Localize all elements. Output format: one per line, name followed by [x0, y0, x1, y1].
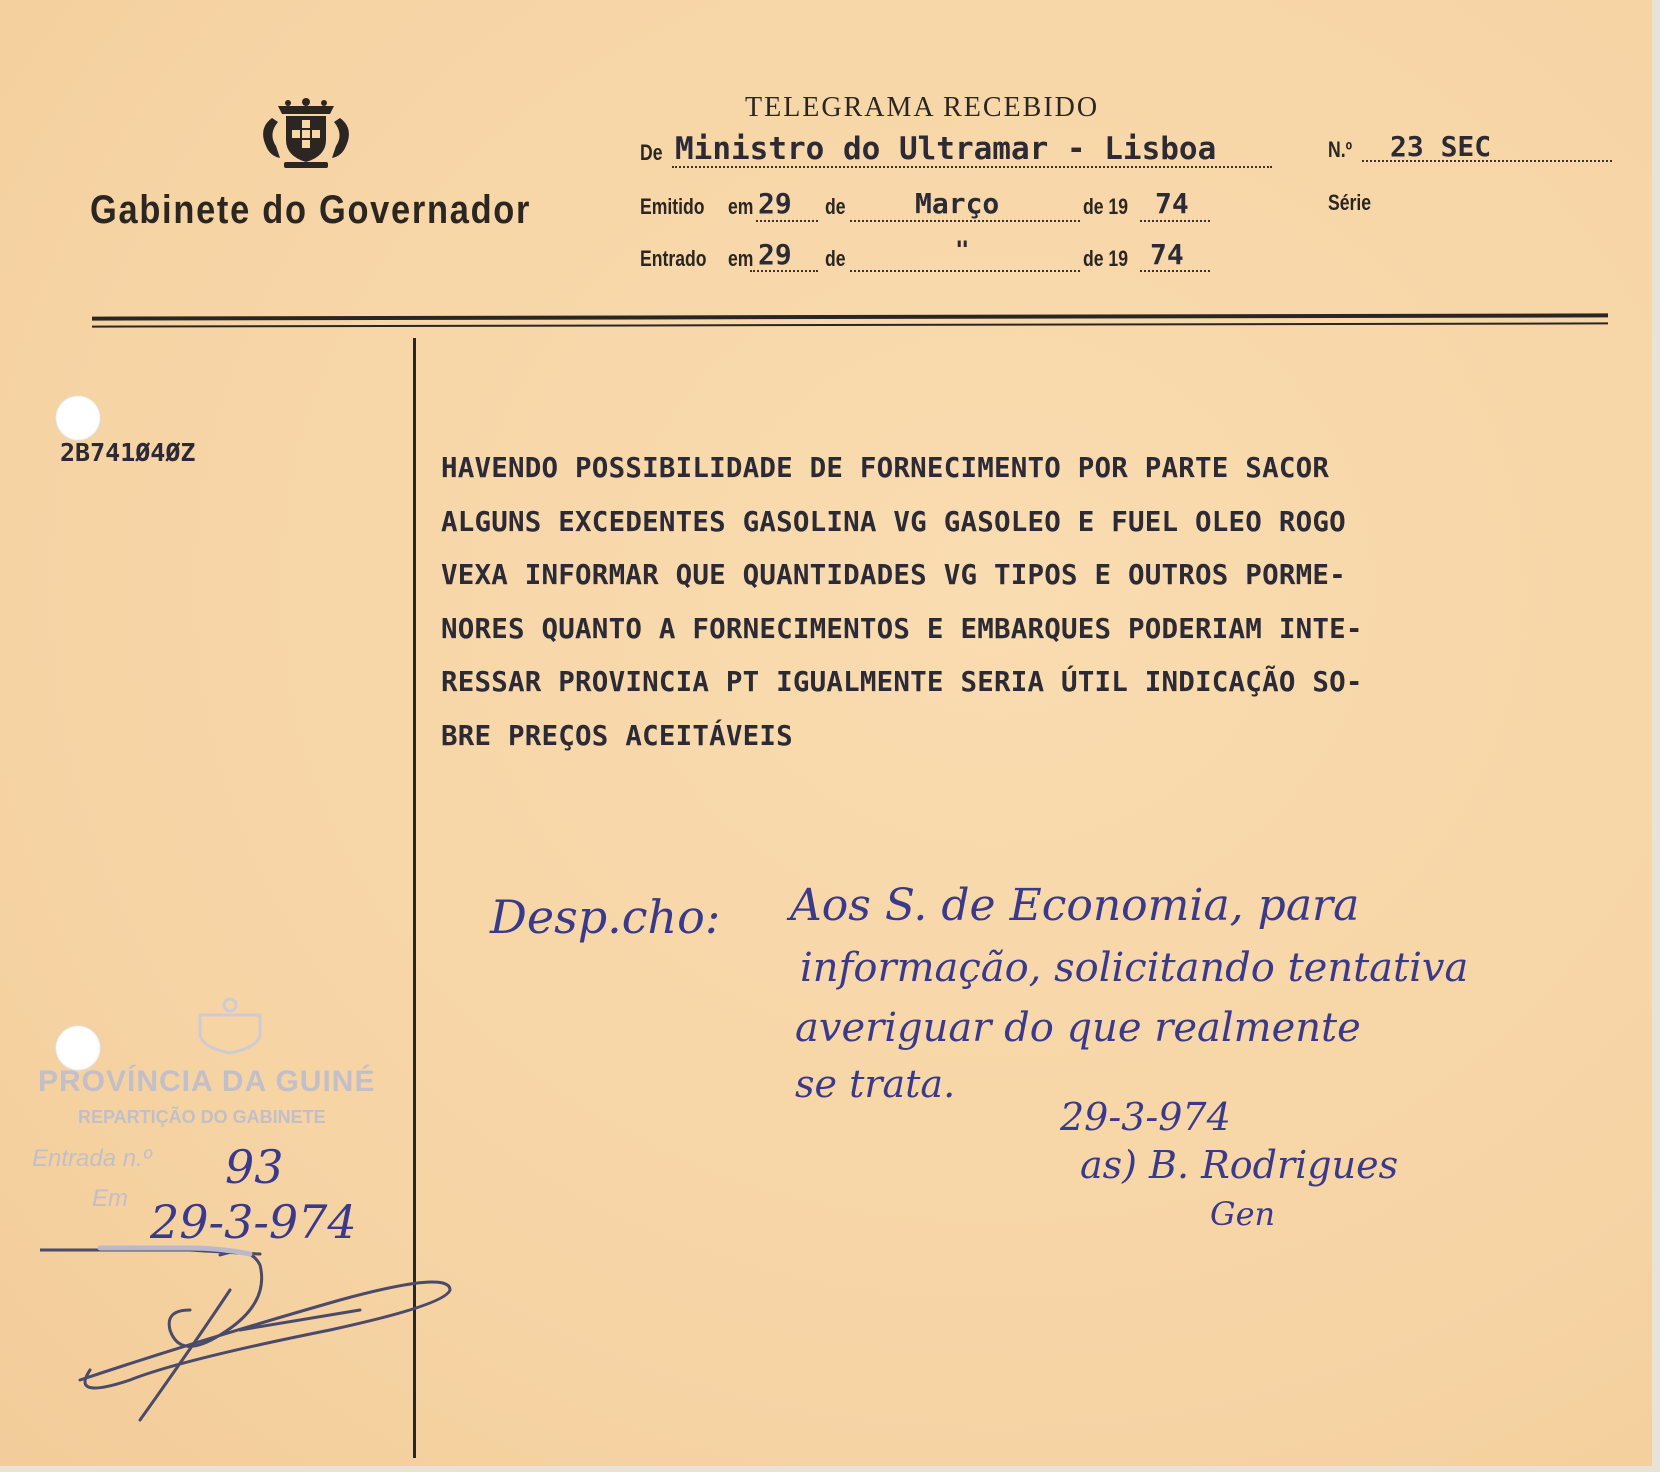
- issued-month-underline: [850, 220, 1080, 222]
- coat-of-arms-icon: [258, 98, 354, 172]
- received-day: 29: [758, 238, 792, 271]
- dispatch-signature: as) B. Rodrigues: [1080, 1143, 1399, 1187]
- from-label: De: [640, 140, 663, 165]
- message-line: NORES QUANTO A FORNECIMENTOS E EMBARQUES PODERIAM INTE-: [441, 612, 1363, 645]
- message-body: [441, 442, 1591, 763]
- number-label: N.º: [1328, 137, 1353, 162]
- dispatch-label: Desp.cho:: [490, 890, 721, 944]
- message-line: RESSAR PROVINCIA PT IGUALMENTE SERIA ÚTIL INDICAÇÃO SO-: [441, 666, 1363, 698]
- dispatch-line-4: se trata.: [795, 1062, 956, 1106]
- page-edge-right: [1652, 0, 1660, 1472]
- received-day-underline: [750, 270, 818, 272]
- received-year: 74: [1150, 238, 1184, 271]
- dispatch-date: 29-3-974: [1060, 1095, 1231, 1139]
- dispatch-line-2: informação, solicitando tentativa: [800, 945, 1469, 991]
- number-underline: [1362, 160, 1612, 162]
- stamp-crest-icon: [180, 995, 280, 1055]
- issued-em-label: em: [728, 194, 754, 219]
- message-line: ALGUNS EXCEDENTES GASOLINA VG GASOLEO E FUEL OLEO ROGO: [441, 505, 1346, 538]
- issued-year-prefix: de 19: [1083, 194, 1129, 219]
- received-year-underline: [1140, 270, 1210, 272]
- dispatch-rank: Gen: [1210, 1195, 1276, 1233]
- series-label: Série: [1328, 190, 1372, 215]
- form-title: TELEGRAMA RECEBIDO: [745, 92, 1100, 123]
- message-line: BRE PREÇOS ACEITÁVEIS: [441, 719, 793, 752]
- stamp-entry-label: Entrada n.º: [32, 1145, 152, 1172]
- stamp-province: PROVÍNCIA DA GUINÉ: [38, 1065, 376, 1098]
- issued-year-underline: [1140, 220, 1210, 222]
- issued-month: Março: [915, 187, 1000, 220]
- dispatch-line-3: averiguar do que realmente: [795, 1005, 1361, 1051]
- message-line: VEXA INFORMAR QUE QUANTIDADES VG TIPOS E OUTROS PORME-: [441, 559, 1346, 591]
- number-value: 23 SEC: [1390, 130, 1492, 163]
- received-month: ": [955, 236, 970, 264]
- office-name: Gabinete do Governador: [90, 188, 532, 232]
- message-line: HAVENDO POSSIBILIDADE DE FORNECIMENTO POR PARTE SACOR: [441, 452, 1330, 484]
- received-label: Entrado: [640, 246, 707, 271]
- page-edge-bottom: [0, 1466, 1660, 1472]
- stamp-signature-icon: [40, 1230, 480, 1450]
- punch-hole-top: [55, 395, 101, 441]
- issued-day-underline: [756, 220, 818, 222]
- stamp-date-label: Em: [92, 1185, 128, 1212]
- issued-de-label: de: [825, 194, 846, 219]
- telegram-reference: 2B741Ø4ØZ: [60, 438, 196, 467]
- stamp-entry-number: 93: [225, 1140, 284, 1194]
- received-de-label: de: [825, 246, 846, 271]
- from-underline: [672, 166, 1272, 168]
- received-month-underline: [850, 270, 1080, 272]
- issued-label: Emitido: [640, 194, 705, 219]
- received-year-prefix: de 19: [1083, 246, 1129, 271]
- issued-day: 29: [758, 187, 792, 220]
- stamp-department: REPARTIÇÃO DO GABINETE: [78, 1107, 326, 1127]
- dispatch-line-1: Aos S. de Economia, para: [790, 880, 1360, 931]
- issued-year: 74: [1155, 187, 1189, 220]
- received-em-label: em: [728, 246, 754, 271]
- stamp-entry-date: 29-3-974: [150, 1195, 357, 1249]
- from-value: Ministro do Ultramar - Lisboa: [675, 131, 1217, 167]
